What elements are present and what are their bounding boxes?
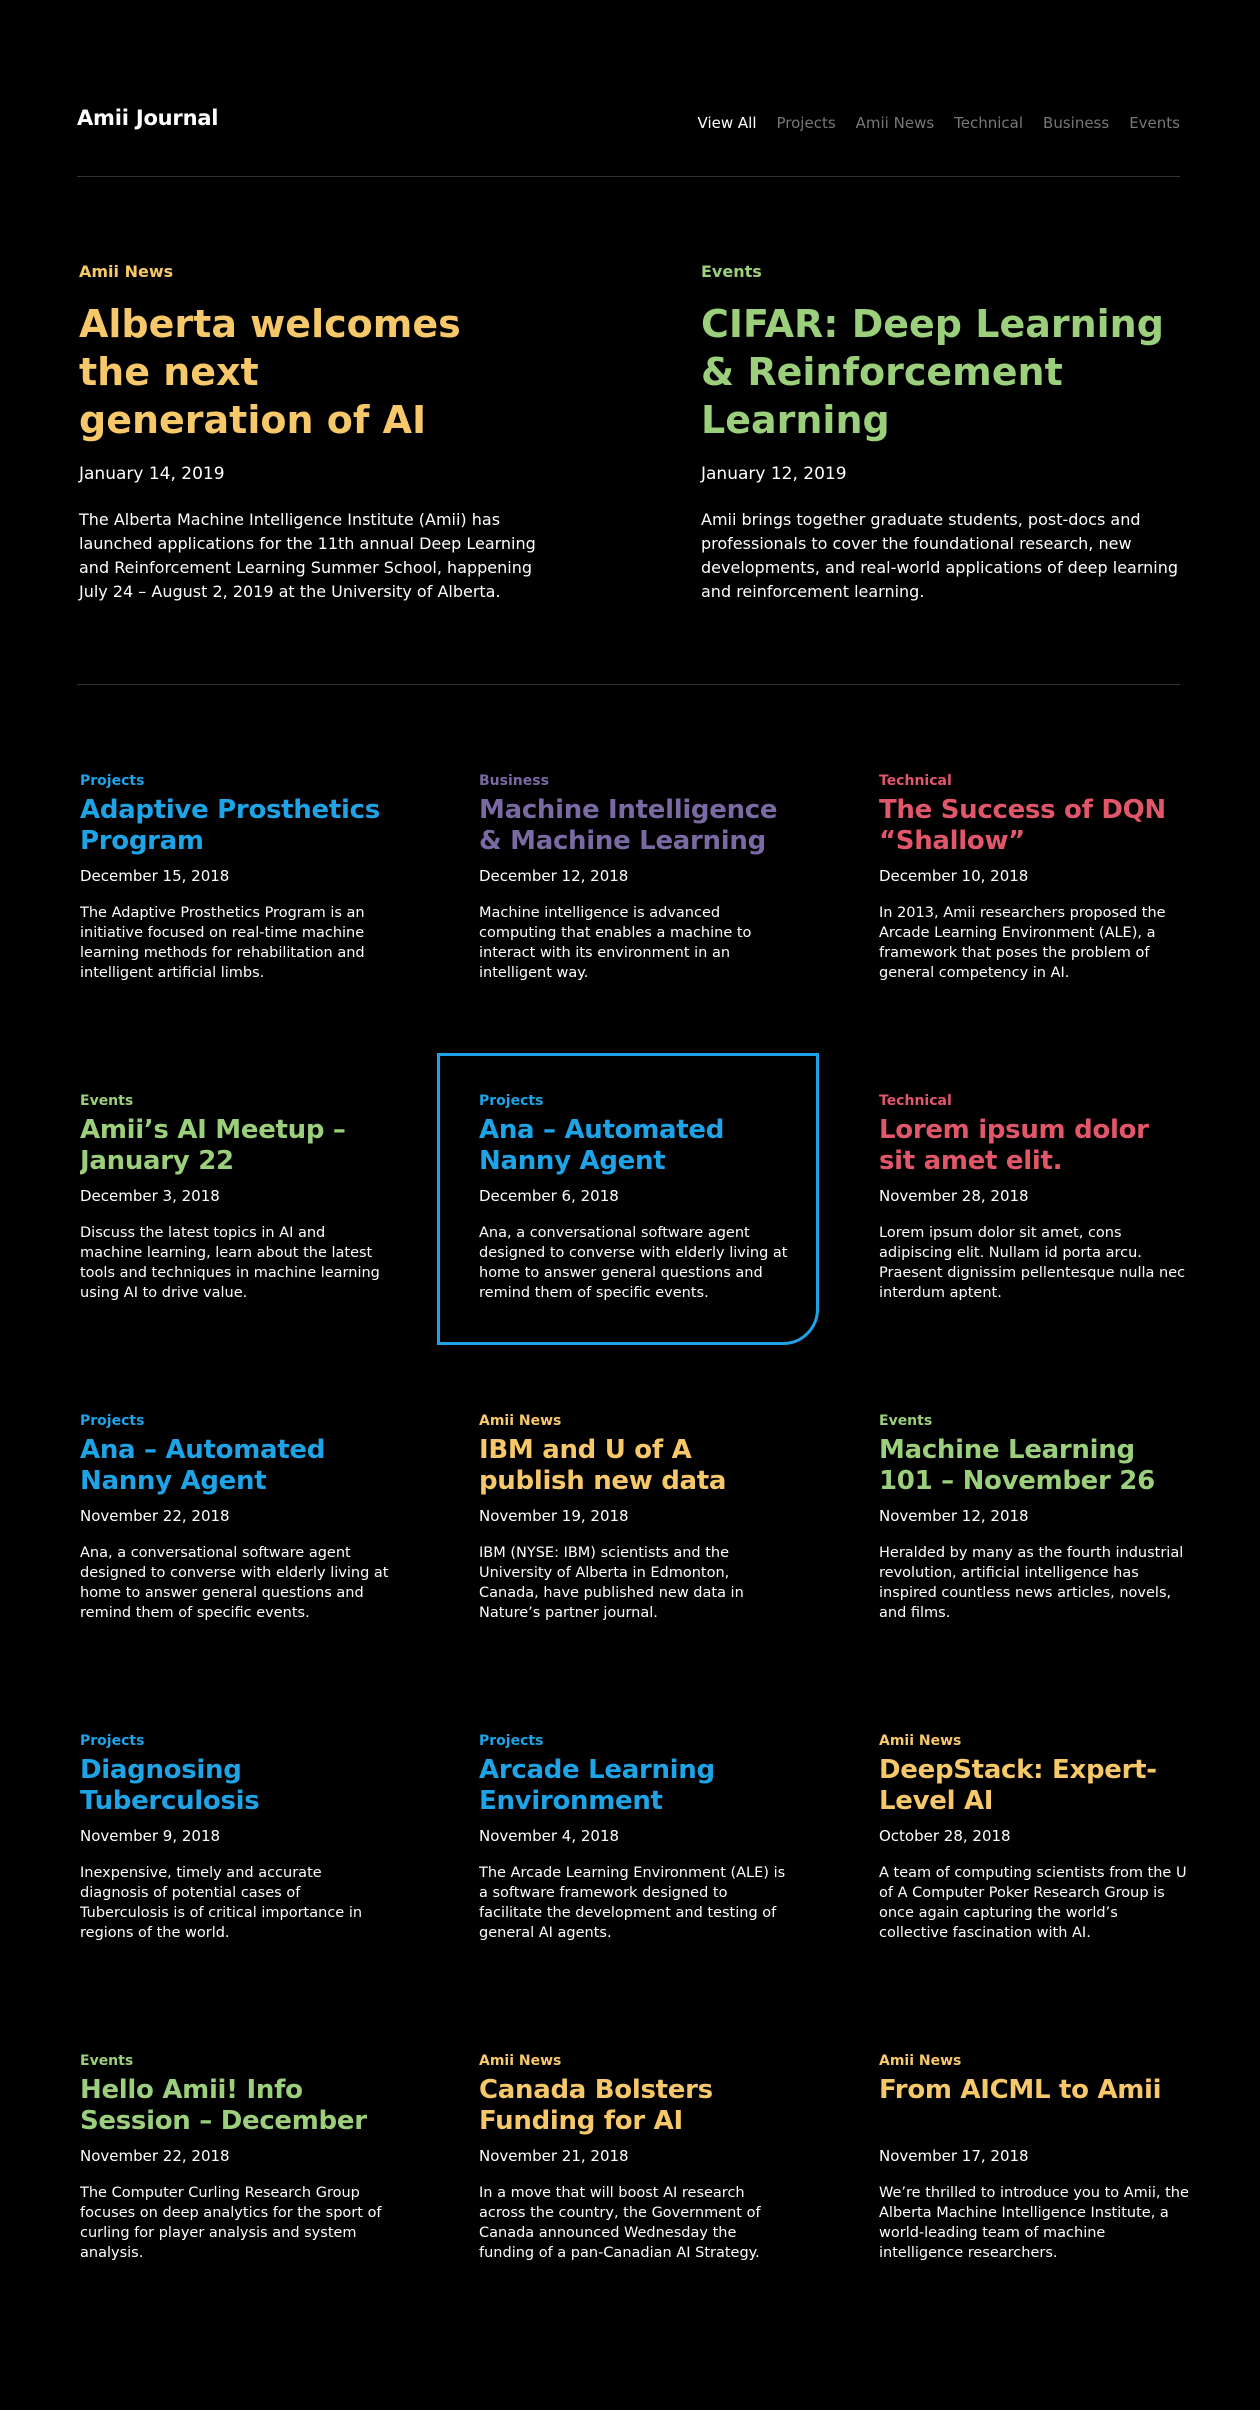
article-date: October 28, 2018 <box>879 1827 1011 1845</box>
article-date: November 4, 2018 <box>479 1827 620 1845</box>
article-description: The Adaptive Prosthetics Program is an initiative focused on real-time machine learning methods for rehabilitation and intelligent artificial limbs. <box>80 905 365 981</box>
nav-projects[interactable]: Projects <box>776 114 836 132</box>
header-divider <box>77 176 1180 177</box>
article-category[interactable]: Projects <box>80 1413 145 1429</box>
article-date: January 14, 2019 <box>79 464 225 484</box>
article-category[interactable]: Projects <box>80 773 145 789</box>
article-description: Discuss the latest topics in AI and machine learning, learn about the latest tools and techniques in machine learning using AI to drive value. <box>80 1225 380 1301</box>
article-date: November 12, 2018 <box>879 1507 1029 1525</box>
article-description: Machine intelligence is advanced computing that enables a machine to interact with its environment in an intelligent way. <box>479 905 752 981</box>
article-category[interactable]: Technical <box>879 1093 952 1109</box>
article-title[interactable]: Canada Bolsters Funding for AI <box>479 2075 713 2136</box>
article-date: December 6, 2018 <box>479 1187 619 1205</box>
article-category[interactable]: Amii News <box>79 262 174 281</box>
nav-events[interactable]: Events <box>1129 114 1180 132</box>
article-title[interactable]: Hello Amii! Info Session – December <box>80 2075 367 2136</box>
site-logo[interactable]: Amii Journal <box>77 106 219 130</box>
article-description: Heralded by many as the fourth industrial revolution, artificial intelligence has inspired countless news articles, novels, and films. <box>879 1545 1184 1621</box>
article-category[interactable]: Projects <box>479 1733 544 1749</box>
article-date: December 15, 2018 <box>80 867 230 885</box>
article-category[interactable]: Business <box>479 773 549 789</box>
article-date: January 12, 2019 <box>701 464 847 484</box>
article-card[interactable] <box>879 773 1189 1003</box>
article-description: The Alberta Machine Intelligence Institute (Amii) has launched applications for the 11th annual Deep Learning and Reinforcement Learning Summer School, happening July 24 – August 2, 2019 at the University of Alberta. <box>79 510 536 601</box>
article-description: The Computer Curling Research Group focuses on deep analytics for the sport of curling for player analysis and system analysis. <box>80 2185 382 2261</box>
article-title[interactable]: Diagnosing Tuberculosis <box>80 1755 260 1816</box>
article-card[interactable] <box>879 1413 1189 1643</box>
category-nav <box>698 114 1180 132</box>
article-category[interactable]: Amii News <box>879 1733 962 1749</box>
article-description: The Arcade Learning Environment (ALE) is a software framework designed to facilitate the development and testing of general AI agents. <box>479 1865 786 1941</box>
article-description: Ana, a conversational software agent designed to converse with elderly living at home to answer general questions and remind them of specific events. <box>479 1225 788 1301</box>
article-title[interactable]: The Success of DQN “Shallow” <box>879 795 1166 856</box>
article-title[interactable]: IBM and U of A publish new data <box>479 1435 727 1496</box>
featured-divider <box>77 684 1180 685</box>
nav-business[interactable]: Business <box>1043 114 1110 132</box>
article-date: November 22, 2018 <box>80 2147 230 2165</box>
article-title[interactable]: Ana – Automated Nanny Agent <box>80 1435 326 1496</box>
article-title[interactable]: Adaptive Prosthetics Program <box>80 795 380 856</box>
featured-article[interactable] <box>79 262 579 604</box>
article-card[interactable] <box>479 1093 789 1323</box>
article-description: Inexpensive, timely and accurate diagnosis of potential cases of Tuberculosis is of critical importance in regions of the world. <box>80 1865 363 1941</box>
article-title[interactable]: Amii’s AI Meetup – January 22 <box>80 1115 346 1176</box>
article-date: November 19, 2018 <box>479 1507 629 1525</box>
nav-amii-news[interactable]: Amii News <box>855 114 935 132</box>
article-card[interactable] <box>80 1413 390 1643</box>
article-card[interactable] <box>479 773 789 1003</box>
article-category[interactable]: Events <box>80 2053 134 2069</box>
article-card[interactable] <box>80 2053 390 2283</box>
article-date: December 12, 2018 <box>479 867 629 885</box>
article-date: November 21, 2018 <box>479 2147 629 2165</box>
article-title[interactable]: Ana – Automated Nanny Agent <box>479 1115 725 1176</box>
article-date: November 22, 2018 <box>80 1507 230 1525</box>
article-date: November 9, 2018 <box>80 1827 221 1845</box>
article-date: December 3, 2018 <box>80 1187 220 1205</box>
article-category[interactable]: Events <box>701 262 762 281</box>
nav-technical[interactable]: Technical <box>954 114 1024 132</box>
article-card[interactable] <box>479 2053 789 2283</box>
article-category[interactable]: Events <box>879 1413 933 1429</box>
article-card[interactable] <box>80 1093 390 1323</box>
article-description: We’re thrilled to introduce you to Amii, the Alberta Machine Intelligence Institute, a world-leading team of machine intelligence researchers. <box>879 2185 1189 2261</box>
article-card[interactable] <box>80 1733 390 1963</box>
article-description: Ana, a conversational software agent designed to converse with elderly living at home to answer general questions and remind them of specific events. <box>80 1545 389 1621</box>
article-title[interactable]: Alberta welcomes the next generation of AI <box>79 302 461 442</box>
article-category[interactable]: Events <box>80 1093 134 1109</box>
article-title[interactable]: Arcade Learning Environment <box>479 1755 715 1816</box>
article-category[interactable]: Amii News <box>479 2053 562 2069</box>
article-card[interactable] <box>479 1413 789 1643</box>
article-description: IBM (NYSE: IBM) scientists and the University of Alberta in Edmonton, Canada, have published new data in Nature’s partner journal. <box>479 1545 744 1621</box>
article-description: Lorem ipsum dolor sit amet, cons adipiscing elit. Nullam id porta arcu. Praesent dignissim pellentesque nulla nec interdum aptent. <box>879 1225 1186 1301</box>
site-header <box>77 102 1180 142</box>
nav-view-all[interactable]: View All <box>697 114 757 132</box>
article-description: In a move that will boost AI research across the country, the Government of Canada announced Wednesday the funding of a pan-Canadian AI Strategy. <box>479 2185 761 2261</box>
article-title[interactable]: Machine Intelligence & Machine Learning <box>479 795 778 856</box>
featured-article[interactable] <box>701 262 1181 604</box>
article-date: December 10, 2018 <box>879 867 1029 885</box>
article-description: In 2013, Amii researchers proposed the Arcade Learning Environment (ALE), a framework that poses the problem of general competency in AI. <box>879 905 1166 981</box>
article-category[interactable]: Projects <box>80 1733 145 1749</box>
article-title[interactable]: DeepStack: Expert-Level AI <box>879 1755 1157 1816</box>
article-card[interactable] <box>879 1093 1189 1323</box>
article-description: Amii brings together graduate students, post-docs and professionals to cover the foundational research, new developments, and real-world applications of deep learning and reinforcement learning. <box>701 510 1179 601</box>
article-category[interactable]: Projects <box>479 1093 544 1109</box>
article-card[interactable] <box>879 2053 1189 2283</box>
article-title[interactable]: Machine Learning 101 – November 26 <box>879 1435 1155 1496</box>
article-category[interactable]: Technical <box>879 773 952 789</box>
article-title[interactable]: From AICML to Amii <box>879 2075 1162 2105</box>
article-category[interactable]: Amii News <box>879 2053 962 2069</box>
article-card[interactable] <box>80 773 390 1003</box>
article-title[interactable]: CIFAR: Deep Learning & Reinforcement Learning <box>701 302 1164 442</box>
article-description: A team of computing scientists from the U of A Computer Poker Research Group is once again capturing the world’s collective fascination with AI. <box>879 1865 1187 1941</box>
article-card[interactable] <box>879 1733 1189 1963</box>
article-category[interactable]: Amii News <box>479 1413 562 1429</box>
article-title[interactable]: Lorem ipsum dolor sit amet elit. <box>879 1115 1149 1176</box>
article-card[interactable] <box>479 1733 789 1963</box>
article-date: November 17, 2018 <box>879 2147 1029 2165</box>
article-date: November 28, 2018 <box>879 1187 1029 1205</box>
